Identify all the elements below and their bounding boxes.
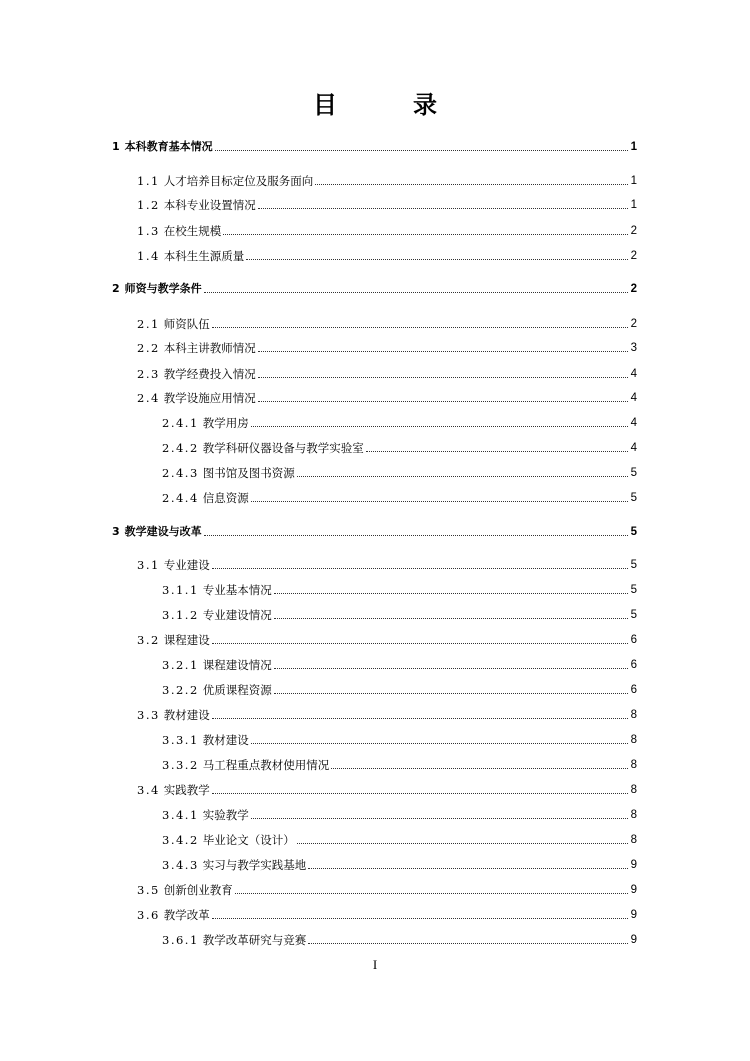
toc-entry-page: 3 [630,342,637,354]
toc-entry[interactable] [162,851,637,873]
toc-entry-number: 1.3 [137,224,160,238]
dot-leader [297,475,628,477]
dot-leader [331,767,627,769]
toc-entry[interactable] [137,360,637,382]
toc-entry-page: 4 [630,368,637,380]
toc-entry-title: 本科教育基本情况 [124,140,213,153]
toc-entry-page: 4 [630,417,637,429]
toc-entry-number: 1 [112,140,120,153]
toc-entry-title: 图书馆及图书资源 [202,466,295,480]
toc-entry-number: 3.6 [137,908,160,922]
toc-entry[interactable] [137,776,637,798]
dot-leader [297,842,628,844]
toc-entry[interactable] [137,876,637,898]
toc-entry-number: 2.3 [137,367,160,381]
dot-leader [212,792,628,794]
toc-entry-page: 5 [630,559,637,571]
toc-entry[interactable] [137,384,637,406]
toc-entry-number: 2 [112,282,120,295]
toc-entry[interactable] [137,242,637,264]
dot-leader [258,350,628,352]
page-number: I [372,957,378,972]
toc-entry-number: 3 [112,525,120,538]
toc-entry-page: 5 [630,584,637,596]
toc-entry[interactable] [162,926,637,948]
toc-entry[interactable] [137,551,637,573]
toc-entry[interactable] [137,191,637,213]
dot-leader [315,183,627,185]
dot-leader [212,567,628,569]
toc-entry-number: 3.3.1 [162,733,199,747]
toc-entry-number: 1.1 [137,174,160,188]
toc-entry-number: 3.5 [137,883,160,897]
toc-entry-number: 3.2.2 [162,683,199,697]
dot-leader [223,233,627,235]
toc-entry-title: 人才培养目标定位及服务面向 [163,174,314,188]
toc-entry[interactable] [112,518,637,540]
toc-entry-number: 2.4.3 [162,466,199,480]
dot-leader [258,207,628,209]
dot-leader [215,149,628,151]
toc-entry[interactable] [162,801,637,823]
toc-entry-title: 师资与教学条件 [124,282,202,295]
toc-entry-page: 8 [630,734,637,746]
toc-entry-page: 2 [630,225,637,237]
toc-entry[interactable] [162,576,637,598]
toc-entry-page: 1 [630,141,637,153]
toc-entry[interactable] [137,167,637,189]
toc-entry-page: 4 [630,442,637,454]
toc-entry-page: 5 [630,526,637,538]
toc-entry[interactable] [162,601,637,623]
toc-entry-page: 4 [630,392,637,404]
toc-entry-page: 8 [630,709,637,721]
toc-entry-page: 8 [630,759,637,771]
toc-entry[interactable] [112,275,637,297]
toc-entry-page: 6 [630,684,637,696]
toc-entry-page: 8 [630,784,637,796]
toc-entry[interactable] [137,626,637,648]
toc-entry[interactable] [137,310,637,332]
toc-entry-title: 师资队伍 [163,317,210,331]
toc-entry-number: 3.6.1 [162,933,199,947]
dot-leader [204,291,628,293]
dot-leader [251,742,628,744]
dot-leader [308,867,627,869]
toc-entry-page: 2 [630,318,637,330]
toc-entry-title: 实验教学 [202,808,249,822]
dot-leader [235,892,628,894]
toc-entry-page: 9 [630,884,637,896]
toc-entry-number: 2.4.2 [162,441,199,455]
toc-entry-page: 8 [630,809,637,821]
dot-leader [251,500,628,502]
toc-entry-page: 6 [630,634,637,646]
dot-leader [204,534,628,536]
toc-entry-title: 本科主讲教师情况 [163,341,256,355]
dot-leader [251,817,628,819]
toc-entry[interactable] [162,484,637,506]
toc-entry-title: 课程建设 [163,633,210,647]
toc-entry-number: 2.4 [137,391,160,405]
toc-entry[interactable] [162,826,637,848]
dot-leader [258,400,628,402]
toc-entry-title: 信息资源 [202,491,249,505]
toc-entry-title: 专业建设情况 [202,608,272,622]
toc-entry-number: 3.4.2 [162,833,199,847]
toc-entry-number: 2.2 [137,341,160,355]
toc-entry-page: 5 [630,492,637,504]
toc-entry-page: 2 [630,250,637,262]
toc-entry-title: 创新创业教育 [163,883,233,897]
dot-leader [212,917,628,919]
toc-entry-title: 专业基本情况 [202,583,272,597]
toc-entry-title: 教学设施应用情况 [163,391,256,405]
toc-entry[interactable] [162,409,637,431]
toc-entry[interactable] [137,217,637,239]
dot-leader [212,717,628,719]
toc-entry-title: 马工程重点教材使用情况 [202,758,330,772]
toc-entry-number: 2.4.1 [162,416,199,430]
toc-entry-number: 1.4 [137,249,160,263]
toc-entry-number: 3.2.1 [162,658,199,672]
toc-entry-title: 教学经费投入情况 [163,367,256,381]
toc-entry[interactable] [112,133,637,155]
toc-entry-page: 8 [630,834,637,846]
dot-leader [274,592,628,594]
toc-entry-page: 1 [630,175,637,187]
dot-leader [251,425,628,427]
toc-entry[interactable] [162,434,637,456]
dot-leader [274,667,628,669]
dot-leader [246,258,627,260]
toc-entry-title: 教材建设 [163,708,210,722]
toc-entry-title: 本科专业设置情况 [163,198,256,212]
toc-entry[interactable] [162,751,637,773]
toc-entry-number: 3.1.2 [162,608,199,622]
toc-entry-page: 9 [630,909,637,921]
dot-leader [308,942,627,944]
toc-entry[interactable] [162,726,637,748]
toc-entry[interactable] [137,901,637,923]
toc-entry-title: 教学建设与改革 [124,525,202,538]
toc-entry-title: 实习与教学实践基地 [202,858,307,872]
toc-entry-title: 教学改革 [163,908,210,922]
toc-entry-number: 3.3.2 [162,758,199,772]
toc-entry-page: 9 [630,934,637,946]
dot-leader [258,376,628,378]
toc-entry-page: 2 [630,283,637,295]
toc-entry-number: 1.2 [137,198,160,212]
toc-entry-title: 优质课程资源 [202,683,272,697]
toc-entry[interactable] [137,701,637,723]
toc-entry-page: 5 [630,609,637,621]
toc-entry-number: 3.1.1 [162,583,199,597]
toc-entry[interactable] [162,676,637,698]
toc-entry-title: 专业建设 [163,558,210,572]
toc-entry-page: 5 [630,467,637,479]
toc-entry-page: 6 [630,659,637,671]
toc-entry-number: 2.4.4 [162,491,199,505]
toc-entry-title: 本科生生源质量 [163,249,245,263]
toc-entry[interactable] [137,334,637,356]
toc-entry-number: 3.4.1 [162,808,199,822]
toc-entry[interactable] [162,459,637,481]
toc-entry-number: 3.3 [137,708,160,722]
toc-entry-number: 2.1 [137,317,160,331]
toc-entry-page: 1 [630,199,637,211]
toc-entry-title: 教学科研仪器设备与教学实验室 [202,441,364,455]
toc-entry-number: 3.1 [137,558,160,572]
dot-leader [212,642,628,644]
toc-entry-title: 在校生规模 [163,224,222,238]
toc-entry-title: 教学用房 [202,416,249,430]
dot-leader [366,450,628,452]
toc-entry-title: 毕业论文（设计） [202,833,295,847]
dot-leader [212,326,628,328]
toc-entry-number: 3.2 [137,633,160,647]
toc-entry-title: 教材建设 [202,733,249,747]
toc-entry-title: 课程建设情况 [202,658,272,672]
dot-leader [274,692,628,694]
toc-entry-title: 实践教学 [163,783,210,797]
toc-entry-title: 教学改革研究与竞赛 [202,933,307,947]
toc-entry-page: 9 [630,859,637,871]
dot-leader [274,617,628,619]
toc-entry-number: 3.4 [137,783,160,797]
page-title: 目 录 [313,91,463,119]
toc-entry-number: 3.4.3 [162,858,199,872]
toc-entry[interactable] [162,651,637,673]
